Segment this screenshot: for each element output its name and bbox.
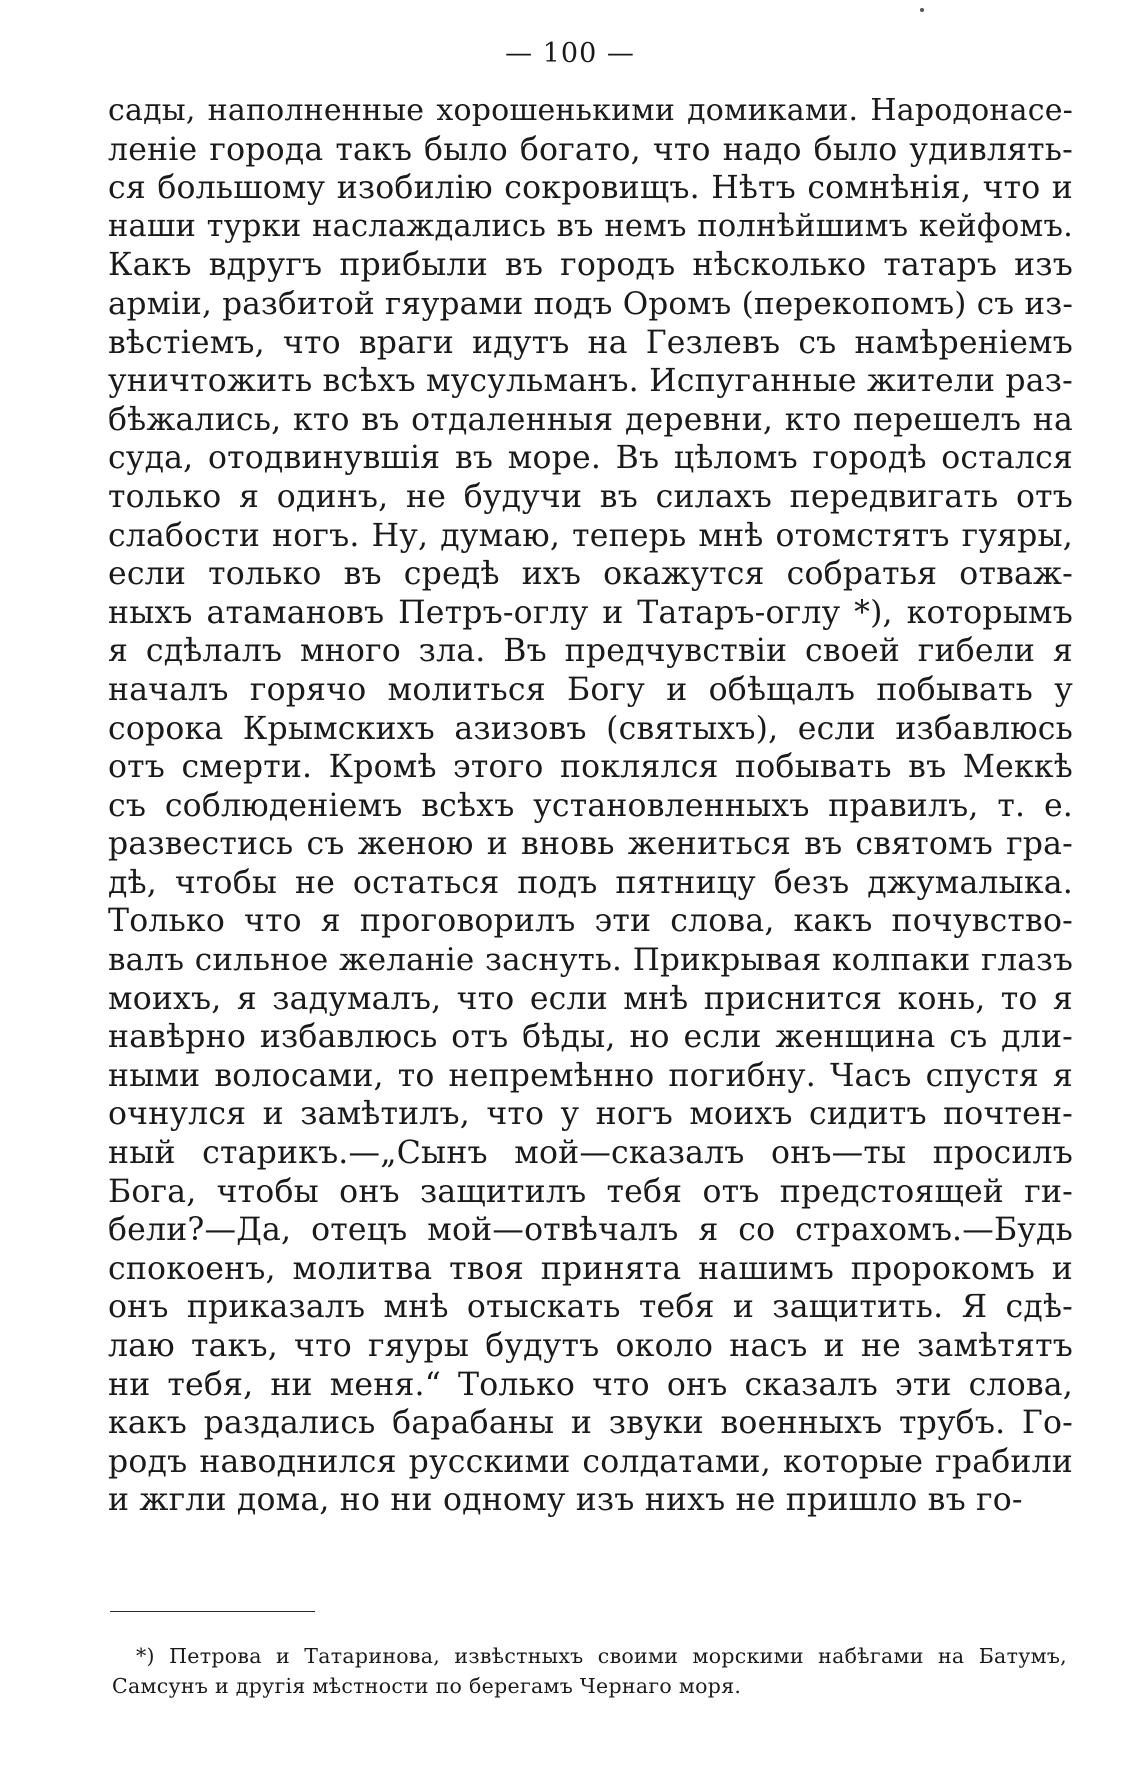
text-line: бѣжались, кто въ отдаленныя деревни, кто перешелъ на bbox=[108, 401, 1073, 438]
text-line: отъ смерти. Кромѣ этого поклялся побывать въ Меккѣ bbox=[108, 749, 1073, 786]
text-line: сады, наполненные хорошенькими домиками. Народонасе- bbox=[108, 93, 1073, 128]
text-line: родъ наводнился русскими солдатами, которые грабили bbox=[108, 1443, 1073, 1480]
text-line: какъ раздались барабаны и звуки военныхъ трубъ. Го- bbox=[108, 1405, 1073, 1442]
print-speck bbox=[920, 8, 924, 12]
text-line: ся большому изобилію сокровищъ. Нѣтъ сомнѣнія, что и bbox=[108, 170, 1073, 207]
text-line: я сдѣлалъ много зла. Въ предчувствіи своей гибели я bbox=[108, 633, 1073, 670]
text-line: Какъ вдругъ прибыли въ городъ нѣсколько татаръ изъ bbox=[108, 247, 1073, 284]
footnote-divider bbox=[110, 1611, 315, 1612]
text-line: и жгли дома, но ни одному изъ нихъ не пришло въ го- bbox=[108, 1482, 1023, 1519]
text-line: валъ сильное желаніе заснуть. Прикрывая колпаки глазъ bbox=[108, 942, 1073, 979]
footnote-line: *) Петрова и Татаринова, извѣстныхъ своими морскими набѣгами на Батумъ, bbox=[136, 1644, 1067, 1668]
text-line: навѣрно избавлюсь отъ бѣды, но если женщина съ дли- bbox=[108, 1019, 1073, 1056]
footnote-line: Самсунъ и другія мѣстности по берегамъ Чернаго моря. bbox=[112, 1674, 742, 1698]
text-line: моихъ, я задумалъ, что если мнѣ приснится конь, то я bbox=[108, 980, 1073, 1017]
text-line: лаю такъ, что гяуры будутъ около насъ и не замѣтятъ bbox=[108, 1328, 1073, 1364]
page-number: — 100 — bbox=[505, 38, 635, 69]
text-line: суда, отодвинувшія въ море. Въ цѣломъ городѣ остался bbox=[108, 440, 1073, 477]
text-line: арміи, разбитой гяурами подъ Оромъ (перекопомъ) съ из- bbox=[108, 285, 1073, 322]
text-line: Бога, чтобы онъ защитилъ тебя отъ предстоящей ги- bbox=[108, 1173, 1073, 1210]
main-text bbox=[108, 92, 1073, 1520]
text-line: дѣ, чтобы не остаться подъ пятницу безъ джумалыка. bbox=[108, 864, 1073, 901]
text-line: только я одинъ, не будучи въ силахъ передвигать отъ bbox=[108, 478, 1073, 515]
text-line: слабости ногъ. Ну, думаю, теперь мнѣ отомстятъ гуяры, bbox=[108, 517, 1073, 554]
text-line: спокоенъ, молитва твоя принята нашимъ пророкомъ и bbox=[108, 1250, 1073, 1287]
text-line: если только въ средѣ ихъ окажутся собратья отваж- bbox=[108, 556, 1073, 593]
text-line: бели?—Да, отецъ мой—отвѣчалъ я со страхомъ.—Будь bbox=[108, 1212, 1073, 1249]
text-line: ныхъ атамановъ Петръ-оглу и Татаръ-оглу *), которымъ bbox=[108, 594, 1073, 631]
text-line: Только что я проговорилъ эти слова, какъ почувство- bbox=[108, 903, 1073, 940]
text-line: сорока Крымскихъ азизовъ (святыхъ), если избавлюсь bbox=[108, 710, 1073, 747]
text-line: уничтожить всѣхъ мусульманъ. Испуганные жители раз- bbox=[108, 363, 1073, 400]
text-line: съ соблюденіемъ всѣхъ установленныхъ правилъ, т. е. bbox=[108, 787, 1073, 824]
text-line: ный старикъ.—„Сынъ мой—сказалъ онъ—ты просилъ bbox=[108, 1135, 1073, 1172]
text-line: началъ горячо молиться Богу и обѣщалъ побывать у bbox=[108, 671, 1073, 708]
text-line: леніе города такъ было богато, что надо было удивлять- bbox=[108, 131, 1073, 168]
text-line: ными волосами, то непремѣнно погибну. Часъ спустя я bbox=[108, 1057, 1073, 1094]
text-line: очнулся и замѣтилъ, что у ногъ моихъ сидитъ почтен- bbox=[108, 1096, 1073, 1133]
text-line: развестись съ женою и вновь жениться въ святомъ гра- bbox=[108, 826, 1073, 863]
text-line: онъ приказалъ мнѣ отыскать тебя и защитить. Я сдѣ- bbox=[108, 1289, 1073, 1326]
text-line: вѣстіемъ, что враги идутъ на Гезлевъ съ намѣреніемъ bbox=[108, 324, 1073, 361]
footnote bbox=[112, 1641, 1067, 1701]
text-line: ни тебя, ни меня.“ Только что онъ сказалъ эти слова, bbox=[108, 1366, 1073, 1403]
text-line: наши турки наслаждались въ немъ полнѣйшимъ кейфомъ. bbox=[108, 208, 1073, 244]
